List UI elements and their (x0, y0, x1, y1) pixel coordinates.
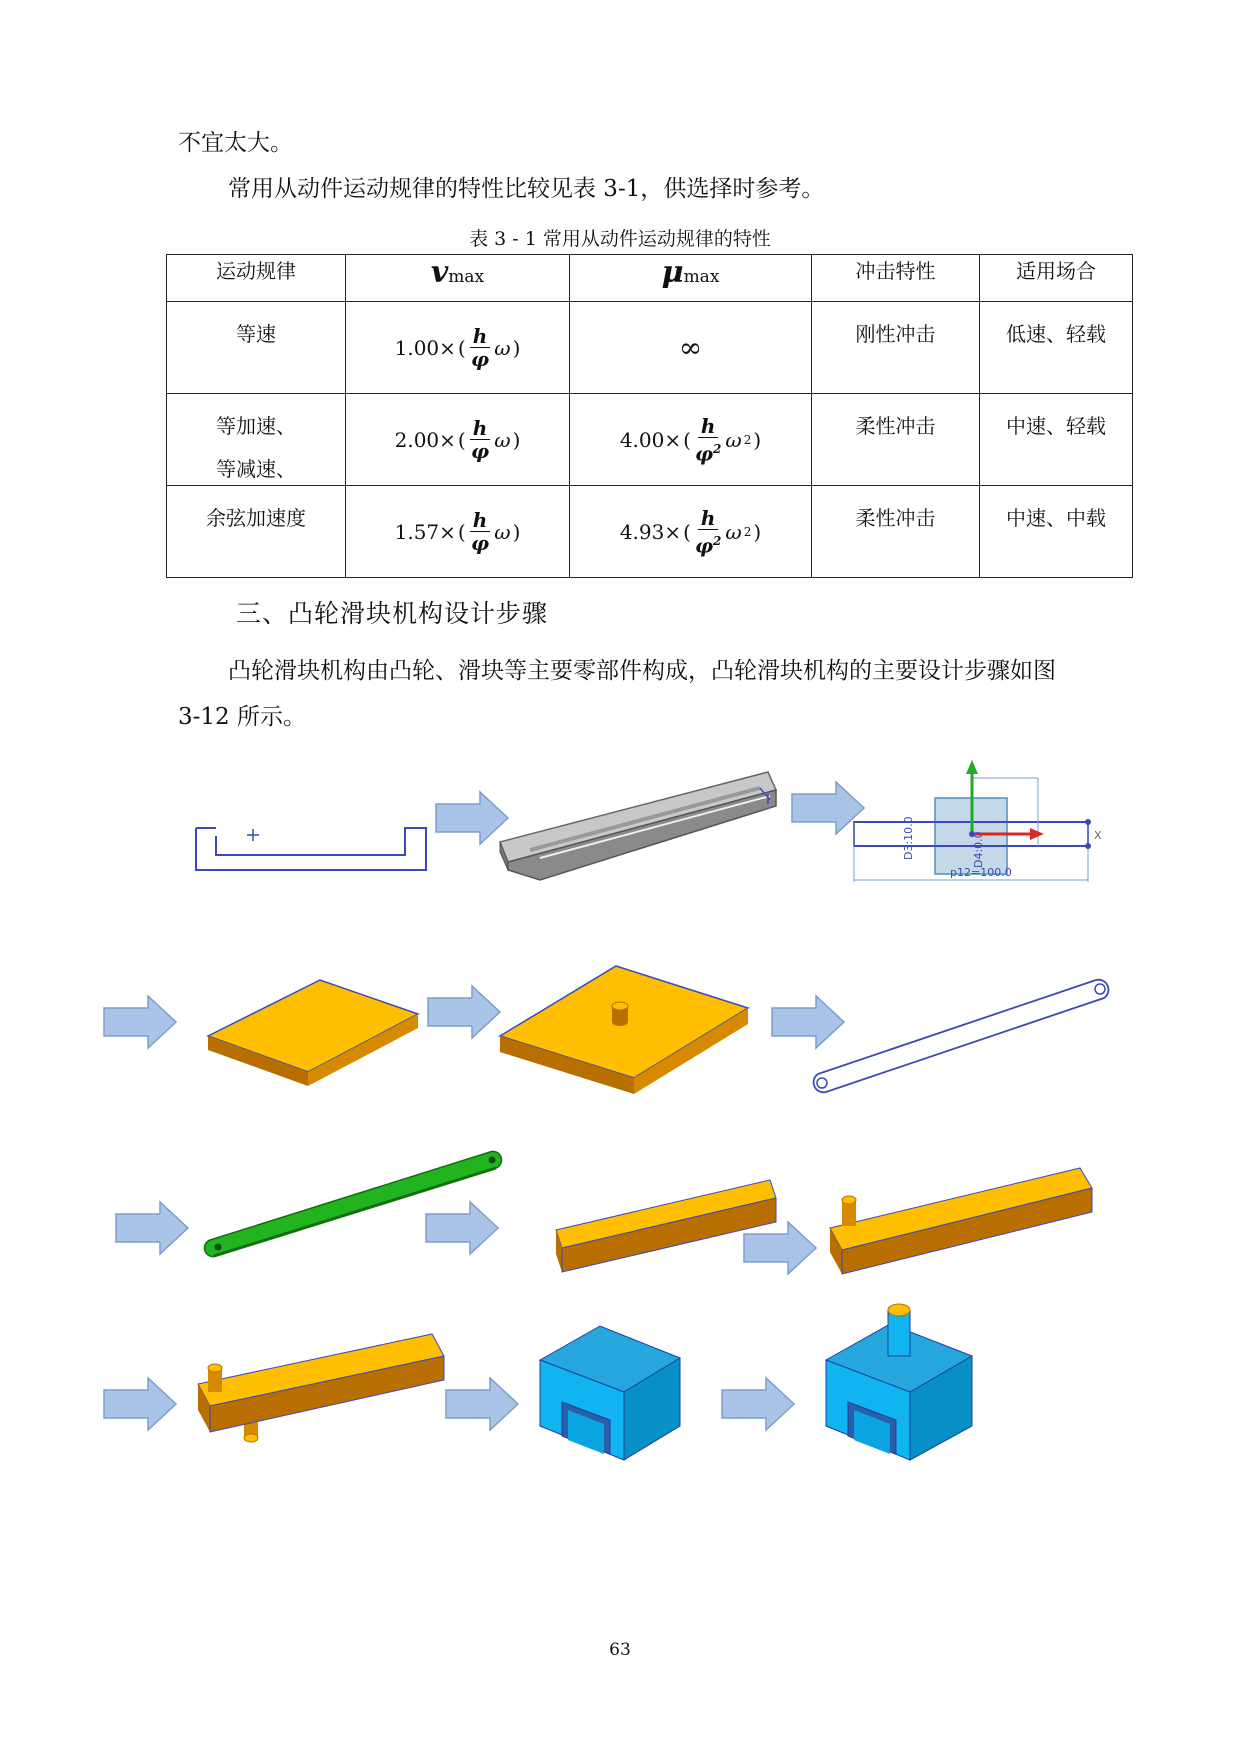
arrow-icon (426, 1202, 498, 1254)
paragraph-line-1: 不宜太大。 (178, 130, 293, 156)
row2-law: 等加速、 等减速、 (167, 394, 346, 486)
header-law: 运动规律 (167, 255, 346, 302)
link-outline-sketch (814, 980, 1109, 1093)
paragraph-line-4: 3-12 所示。 (178, 704, 306, 730)
arrow-icon (116, 1202, 188, 1254)
orange-plate-with-pin (500, 966, 748, 1094)
arrow-icon (436, 792, 508, 844)
arrow-icon (428, 986, 500, 1038)
mu-symbol: μ (661, 255, 684, 290)
orange-bar (556, 1180, 776, 1272)
orange-plate (208, 980, 418, 1086)
extruded-rail (500, 772, 776, 880)
row1-law: 等速 (167, 302, 346, 394)
infinity-symbol: ∞ (678, 331, 703, 364)
x-axis-label: X (1094, 829, 1102, 842)
row2-vmax: 2.00× ( $\frac{h}{\varphi}$ ω ) (346, 394, 570, 486)
paragraph-line-3: 凸轮滑块机构由凸轮、滑块等主要零部件构成，凸轮滑块机构的主要设计步骤如图 (228, 658, 1056, 684)
arrow-icon (446, 1378, 518, 1430)
section-heading: 三、凸轮滑块机构设计步骤 (236, 599, 549, 628)
row3-vmax: 1.57× ( $\frac{h}{\varphi}$ ω ) (346, 486, 570, 578)
row2-impact: 柔性冲击 (812, 394, 980, 486)
row2-mumax: 4.00× ( $\frac{h}{\varphi^2}$ ω 2 ) (570, 394, 812, 486)
row1-application: 低速、轻载 (980, 302, 1133, 394)
blue-slider-block (540, 1326, 680, 1460)
orange-bar-with-top-pin (830, 1168, 1092, 1274)
v-symbol: v (430, 255, 449, 290)
arrow-icon (772, 996, 844, 1048)
mu-subscript: max (683, 267, 720, 287)
row3-application: 中速、中载 (980, 486, 1133, 578)
orange-bar-with-two-pins (198, 1334, 444, 1442)
arrow-icon (744, 1222, 816, 1274)
row3-mumax: 4.93× ( $\frac{h}{\varphi^2}$ ω 2 ) (570, 486, 812, 578)
page-number: 63 (609, 1640, 631, 1660)
row1-impact: 刚性冲击 (812, 302, 980, 394)
arrow-icon (722, 1378, 794, 1430)
header-application: 适用场合 (980, 255, 1133, 302)
dimension-label-d4: D4:0.0 (972, 831, 985, 868)
arrow-icon (104, 996, 176, 1048)
sketch-c-profile (196, 828, 426, 870)
blue-slider-block-with-pin (826, 1304, 972, 1460)
row3-impact: 柔性冲击 (812, 486, 980, 578)
paragraph-line-2: 常用从动件运动规律的特性比较见表 3-1，供选择时参考。 (228, 176, 825, 202)
sketch-plane-coordinate-system (854, 760, 1102, 882)
row1-vmax: 1.00× ( $\frac{h}{\varphi}$ ω ) (346, 302, 570, 394)
v-subscript: max (448, 267, 485, 287)
row2-application: 中速、轻载 (980, 394, 1133, 486)
dimension-label-d3: D3:10.0 (902, 816, 915, 860)
dimension-label-p12: p12=100.0 (950, 866, 1012, 879)
table-caption: 表 3 - 1 常用从动件运动规律的特性 (469, 228, 771, 250)
header-impact: 冲击特性 (812, 255, 980, 302)
arrow-icon (104, 1378, 176, 1430)
row3-law: 余弦加速度 (167, 486, 346, 578)
